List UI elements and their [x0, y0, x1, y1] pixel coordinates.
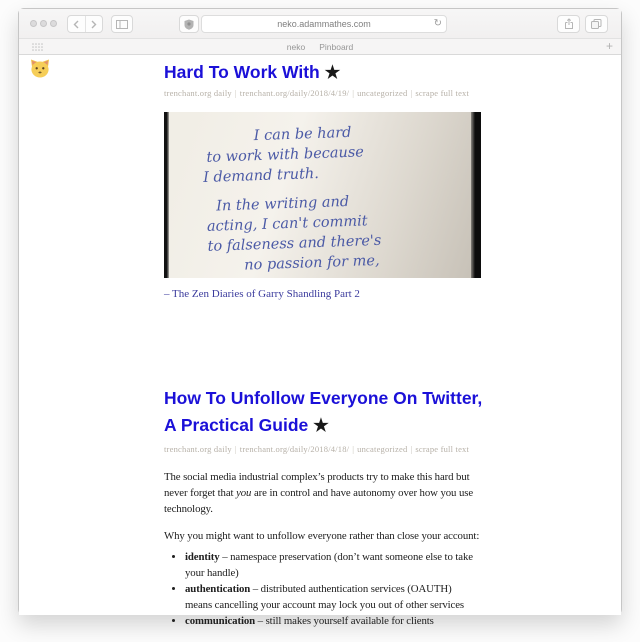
star-icon: ★ — [313, 415, 329, 435]
paragraph-text: The social media industrial complex’s products try to make this hard but never forget that — [164, 471, 470, 499]
paragraph — [164, 469, 481, 517]
address-bar[interactable] — [201, 15, 447, 33]
meta-separator: | — [352, 444, 355, 454]
handwriting-line: to falseness and there's — [207, 232, 382, 255]
list-text: – distributed authentication services (OAUTH) means cancelling your account may lock you out of other services — [185, 583, 465, 611]
favorite-item-neko[interactable]: neko — [286, 41, 306, 52]
list-text: – namespace preservation (don’t want someone else to take your handle) — [185, 551, 473, 579]
post-title-text: Hard To Work With — [164, 62, 320, 82]
paragraph-text: are in control and have autonomy over how you use technology. — [164, 487, 474, 515]
meta-category-link[interactable]: uncategorized — [357, 88, 408, 98]
post-meta — [164, 443, 481, 455]
history-nav-group — [67, 15, 103, 33]
handwriting-line: I demand truth. — [202, 165, 320, 186]
handwriting-line: no passion for me, — [244, 252, 380, 274]
paragraph: Why you might want to unfollow everyone rather than close your account: — [164, 530, 480, 542]
handwriting-line: I can be hard — [253, 124, 352, 145]
meta-permalink[interactable]: trenchant.org/daily/2018/4/18/ — [239, 444, 350, 454]
favorite-item-pinboard[interactable]: Pinboard — [319, 41, 354, 52]
forward-icon — [91, 20, 97, 29]
star-icon: ★ — [324, 62, 341, 82]
browser-window — [18, 8, 622, 627]
tabs-icon — [591, 19, 602, 29]
post-title-link[interactable] — [164, 385, 481, 439]
new-tab-button[interactable]: + — [605, 39, 613, 53]
page-content — [19, 55, 621, 627]
list-term: identity — [185, 551, 220, 563]
back-icon — [73, 20, 79, 29]
meta-feed-link[interactable]: trenchant.org daily — [164, 444, 232, 454]
photo-right-edge — [471, 112, 481, 278]
minimize-button[interactable] — [40, 20, 47, 27]
favorites-grid-icon[interactable] — [32, 43, 43, 51]
zoom-button[interactable] — [50, 20, 57, 27]
meta-separator: | — [352, 88, 355, 98]
handwritten-note-photo — [164, 112, 481, 278]
reasons-list — [164, 549, 481, 629]
post-title-link[interactable] — [164, 62, 481, 83]
back-button[interactable] — [68, 16, 85, 32]
handwriting-line: In the writing and — [215, 193, 350, 215]
extension-button[interactable] — [179, 15, 199, 33]
address-url: neko.adammathes.com — [277, 19, 371, 29]
favorites-bar — [19, 39, 621, 55]
list-item — [185, 613, 481, 629]
meta-category-link[interactable]: uncategorized — [357, 444, 408, 454]
meta-separator: | — [410, 444, 413, 454]
browser-toolbar — [19, 9, 621, 39]
photo-caption-link[interactable]: – The Zen Diaries of Garry Shandling Part 2 — [164, 288, 360, 300]
forward-button[interactable] — [85, 16, 103, 32]
photo-left-edge — [164, 112, 169, 278]
list-term: communication — [185, 615, 256, 627]
shield-extension-icon — [184, 19, 194, 30]
post-meta — [164, 87, 481, 99]
share-button[interactable] — [557, 15, 580, 33]
meta-separator: | — [234, 444, 237, 454]
paragraph-emphasis: you — [236, 487, 252, 499]
meta-scrape-link[interactable]: scrape full text — [415, 88, 470, 98]
meta-separator: | — [410, 88, 413, 98]
handwriting-line: to work with because — [206, 144, 365, 166]
handwriting-line: acting, I can't commit — [206, 213, 368, 235]
meta-separator: | — [234, 88, 237, 98]
list-item — [185, 549, 481, 581]
post-title-line2: A Practical Guide ★ — [164, 415, 329, 435]
meta-feed-link[interactable]: trenchant.org daily — [164, 88, 232, 98]
list-item — [185, 581, 481, 613]
show-tabs-button[interactable] — [585, 15, 608, 33]
close-button[interactable] — [30, 20, 37, 27]
share-icon — [564, 18, 574, 30]
handwriting-text — [161, 119, 473, 279]
sidebar-icon — [116, 20, 128, 29]
meta-scrape-link[interactable]: scrape full text — [415, 444, 470, 454]
list-term: authentication — [185, 583, 251, 595]
cat-emoji-icon — [30, 59, 50, 78]
meta-permalink[interactable]: trenchant.org/daily/2018/4/19/ — [239, 88, 350, 98]
post-title-line1: How To Unfollow Everyone On Twitter, — [164, 388, 483, 408]
sidebar-button[interactable] — [111, 15, 133, 33]
list-text: – still makes yourself available for clients — [255, 615, 434, 627]
reload-button[interactable]: ↻ — [433, 18, 442, 29]
